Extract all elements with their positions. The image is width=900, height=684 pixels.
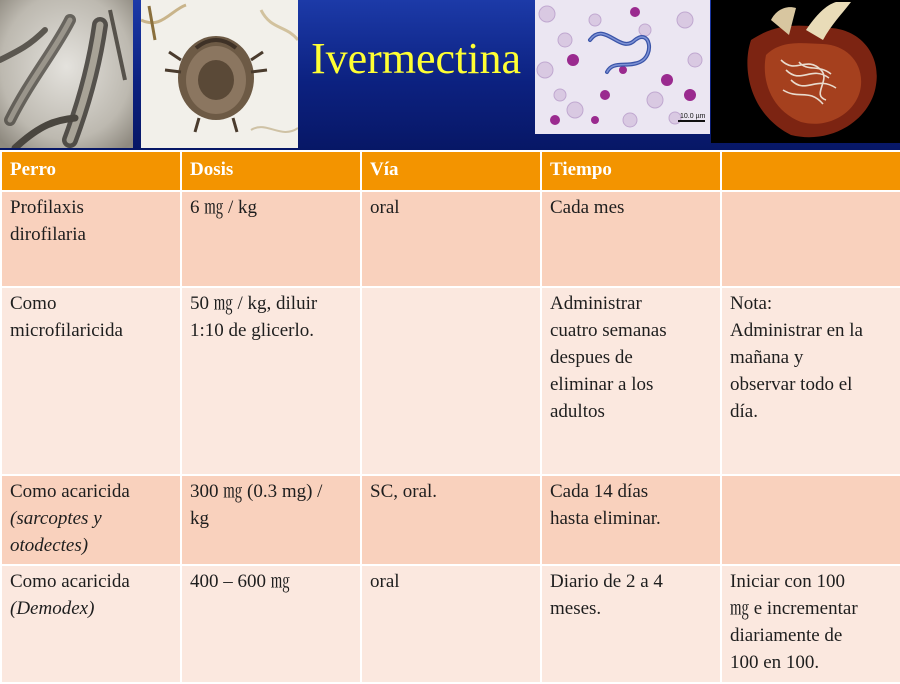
ivermectin-dosing-table <box>0 150 900 684</box>
demodex-micrograph-image <box>0 0 133 148</box>
table-row <box>1 287 900 475</box>
cell-tiempo <box>541 475 721 565</box>
cell-line: Cada 14 días <box>550 481 649 502</box>
cell-line-italic: (Demodex) <box>10 598 95 619</box>
cell-line: Administrar <box>550 293 642 314</box>
cell-line: eliminar a los <box>550 374 654 395</box>
cell-dosis <box>181 191 361 287</box>
cell-line: Como <box>10 293 57 314</box>
cell-tiempo <box>541 287 721 475</box>
cell-line: 6 ㎎ / kg <box>190 197 258 218</box>
cell-line: mañana y <box>730 347 804 368</box>
cell-line: Profilaxis <box>10 197 84 218</box>
cell-line: ㎎ e incrementar <box>730 598 858 619</box>
cell-nota <box>721 191 900 287</box>
cell-line: día. <box>730 401 758 422</box>
cell-perro <box>1 287 181 475</box>
cell-line: adultos <box>550 401 605 422</box>
cell-line: kg <box>190 508 209 529</box>
cell-line: despues de <box>550 347 633 368</box>
cell-line: Nota: <box>730 293 773 314</box>
column-header-tiempo: Tiempo <box>541 151 721 191</box>
cell-dosis <box>181 475 361 565</box>
cell-line: oral <box>370 571 400 592</box>
cell-tiempo <box>541 191 721 287</box>
cell-line: dirofilaria <box>10 224 86 245</box>
cell-via <box>361 191 541 287</box>
cell-line: 1:10 de glicerlo. <box>190 320 314 341</box>
cell-line: Cada mes <box>550 197 625 218</box>
cell-tiempo <box>541 565 721 683</box>
cell-line: 400 – 600 ㎎ <box>190 571 290 592</box>
table-row <box>1 565 900 683</box>
table-row <box>1 475 900 565</box>
cell-via <box>361 475 541 565</box>
cell-line: 300 ㎎ (0.3 mg) / <box>190 481 323 502</box>
table-header-row <box>1 151 900 191</box>
column-header-via: Vía <box>361 151 541 191</box>
cell-line: 100 en 100. <box>730 652 820 673</box>
cell-line: Como acaricida <box>10 481 130 502</box>
cell-line: Iniciar con 100 <box>730 571 846 592</box>
cell-perro <box>1 191 181 287</box>
cell-nota <box>721 475 900 565</box>
cell-nota <box>721 287 900 475</box>
cell-line: cuatro semanas <box>550 320 667 341</box>
cell-via <box>361 565 541 683</box>
column-header-perro: Perro <box>1 151 181 191</box>
cell-line: Administrar en la <box>730 320 863 341</box>
cell-line: hasta eliminar. <box>550 508 661 529</box>
cell-line: diariamente de <box>730 625 843 646</box>
cell-nota <box>721 565 900 683</box>
column-header-nota <box>721 151 900 191</box>
table-row <box>1 191 900 287</box>
microfilaria-blood-smear-image <box>535 0 710 134</box>
cell-via <box>361 287 541 475</box>
column-header-dosis: Dosis <box>181 151 361 191</box>
sarcoptes-mite-image <box>141 0 298 148</box>
cell-line-italic: otodectes) <box>10 535 89 556</box>
cell-line: Como acaricida <box>10 571 130 592</box>
cell-perro <box>1 475 181 565</box>
cell-line-italic: (sarcoptes y <box>10 508 102 529</box>
cell-perro <box>1 565 181 683</box>
cell-dosis <box>181 565 361 683</box>
cell-dosis <box>181 287 361 475</box>
cell-line: observar todo el <box>730 374 853 395</box>
cell-line: 50 ㎎ / kg, diluir <box>190 293 318 314</box>
scale-bar-label: 10.0 µm <box>680 113 706 120</box>
cell-line: meses. <box>550 598 602 619</box>
heartworm-heart-specimen-image <box>711 0 900 143</box>
cell-line: Diario de 2 a 4 <box>550 571 663 592</box>
cell-line: microfilaricida <box>10 320 123 341</box>
cell-line: SC, oral. <box>370 481 438 502</box>
cell-line: oral <box>370 197 400 218</box>
slide-title: Ivermectina <box>310 34 522 83</box>
slide-header <box>0 0 900 150</box>
